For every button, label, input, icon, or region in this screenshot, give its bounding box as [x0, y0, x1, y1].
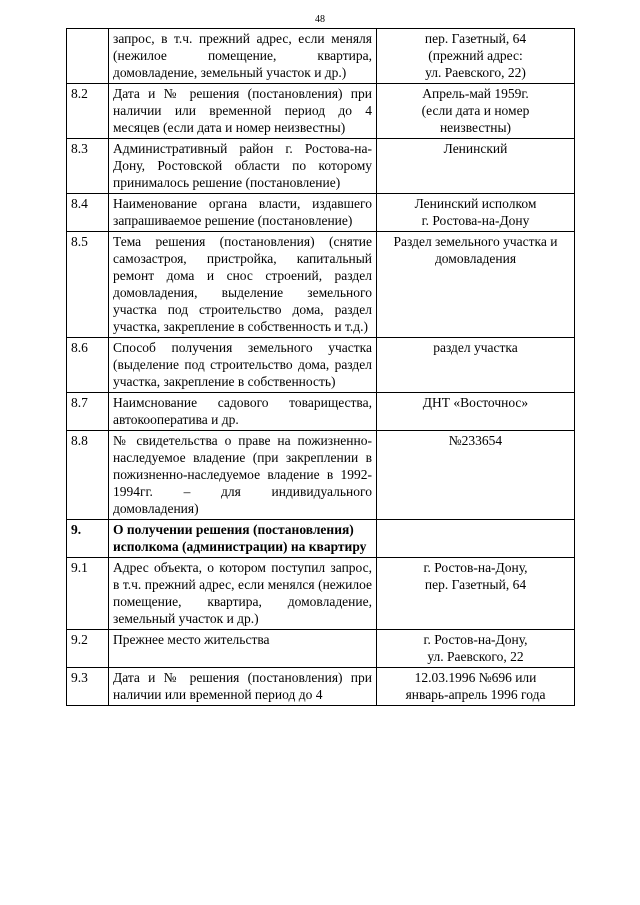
value-line: г. Ростова-на-Дону	[421, 213, 530, 228]
row-number: 9.2	[67, 630, 109, 668]
row-value	[377, 668, 575, 706]
value-line: ДНТ «Восточнос»	[422, 395, 529, 410]
value-line: г. Ростов-на-Дону,	[423, 632, 528, 647]
row-label: О получении решения (постановления) исполкома (администрации) на квартиру	[109, 520, 377, 558]
row-label: № свидетельства о праве на пожизненно-наследуемое владение (при закреплении в пожизненно-наследуемое владение в 1992-1994гг. – для индивидуального домовладения)	[109, 431, 377, 520]
value-line: ул. Раевского, 22	[427, 649, 524, 664]
row-label: Прежнее место жительства	[109, 630, 377, 668]
page-number: 48	[315, 14, 325, 25]
table-row	[67, 668, 575, 706]
row-number: 9.3	[67, 668, 109, 706]
row-value	[377, 139, 575, 194]
table-row	[67, 29, 575, 84]
row-number: 8.7	[67, 393, 109, 431]
value-line: №233654	[448, 433, 503, 448]
row-number: 8.5	[67, 232, 109, 338]
row-number: 9.	[67, 520, 109, 558]
table-row	[67, 520, 575, 558]
table-row	[67, 558, 575, 630]
row-value	[377, 431, 575, 520]
value-line: (если дата и номер	[421, 103, 530, 118]
table-row	[67, 139, 575, 194]
form-table	[66, 28, 575, 706]
table-row	[67, 338, 575, 393]
row-label: запрос, в т.ч. прежний адрес, если меняля (нежилое помещение, квартира, домовладение, земельный участок и др.)	[109, 29, 377, 84]
row-number: 8.2	[67, 84, 109, 139]
table-row	[67, 84, 575, 139]
row-label: Наимснование садового товарищества, автокооператива и др.	[109, 393, 377, 431]
row-value	[377, 338, 575, 393]
row-label: Дата и № решения (постановления) при наличии или временной период до 4	[109, 668, 377, 706]
row-label: Тема решения (постановления) (снятие самозастроя, пристройка, капитальный ремонт дома и снос строений, раздел домовладения, выделение земельного участка под строительство дома, раздел участка, закрепление в собственность и т.д.)	[109, 232, 377, 338]
row-label: Наименование органа власти, издавшего запрашиваемое решение (постановление)	[109, 194, 377, 232]
row-label: Адрес объекта, о котором поступил запрос, в т.ч. прежний адрес, если менялся (нежилое помещение, квартира, домовладение, земельный участок и др.)	[109, 558, 377, 630]
value-line: неизвестны)	[439, 120, 512, 135]
row-number: 8.3	[67, 139, 109, 194]
row-number	[67, 29, 109, 84]
row-value	[377, 29, 575, 84]
value-line: (прежний адрес:	[428, 48, 523, 63]
value-line: Ленинский	[443, 141, 508, 156]
table-row	[67, 431, 575, 520]
row-value	[377, 232, 575, 338]
value-line: Ленинский исполком	[414, 196, 537, 211]
value-line: г. Ростов-на-Дону,	[423, 560, 528, 575]
value-line: раздел участка	[433, 340, 518, 355]
table-row	[67, 194, 575, 232]
table-row	[67, 393, 575, 431]
value-line: 12.03.1996 №696 или	[414, 670, 537, 685]
value-line: пер. Газетный, 64	[424, 31, 527, 46]
value-line: пер. Газетный, 64	[424, 577, 527, 592]
row-value	[377, 194, 575, 232]
row-value	[377, 520, 575, 558]
row-value	[377, 393, 575, 431]
row-value	[377, 630, 575, 668]
table-row	[67, 232, 575, 338]
row-number: 8.6	[67, 338, 109, 393]
row-number: 8.8	[67, 431, 109, 520]
row-label: Административный район г. Ростова-на-Дону, Ростовской области по которому принималось решение (постановление)	[109, 139, 377, 194]
table-row	[67, 630, 575, 668]
row-label: Способ получения земельного участка (выделение под строительство дома, раздел участка, закрепление в собственность)	[109, 338, 377, 393]
row-label: Дата и № решения (постановления) при наличии или временной период до 4 месяцев (если дата и номер неизвестны)	[109, 84, 377, 139]
value-line: Апрель-май 1959г.	[422, 86, 529, 101]
row-value	[377, 84, 575, 139]
value-line: домовладения	[434, 251, 517, 266]
row-number: 9.1	[67, 558, 109, 630]
value-line: январь-апрель 1996 года	[405, 687, 546, 702]
row-number: 8.4	[67, 194, 109, 232]
value-line: ул. Раевского, 22)	[425, 65, 526, 80]
row-value	[377, 558, 575, 630]
value-line: Раздел земельного участка и	[393, 234, 558, 249]
